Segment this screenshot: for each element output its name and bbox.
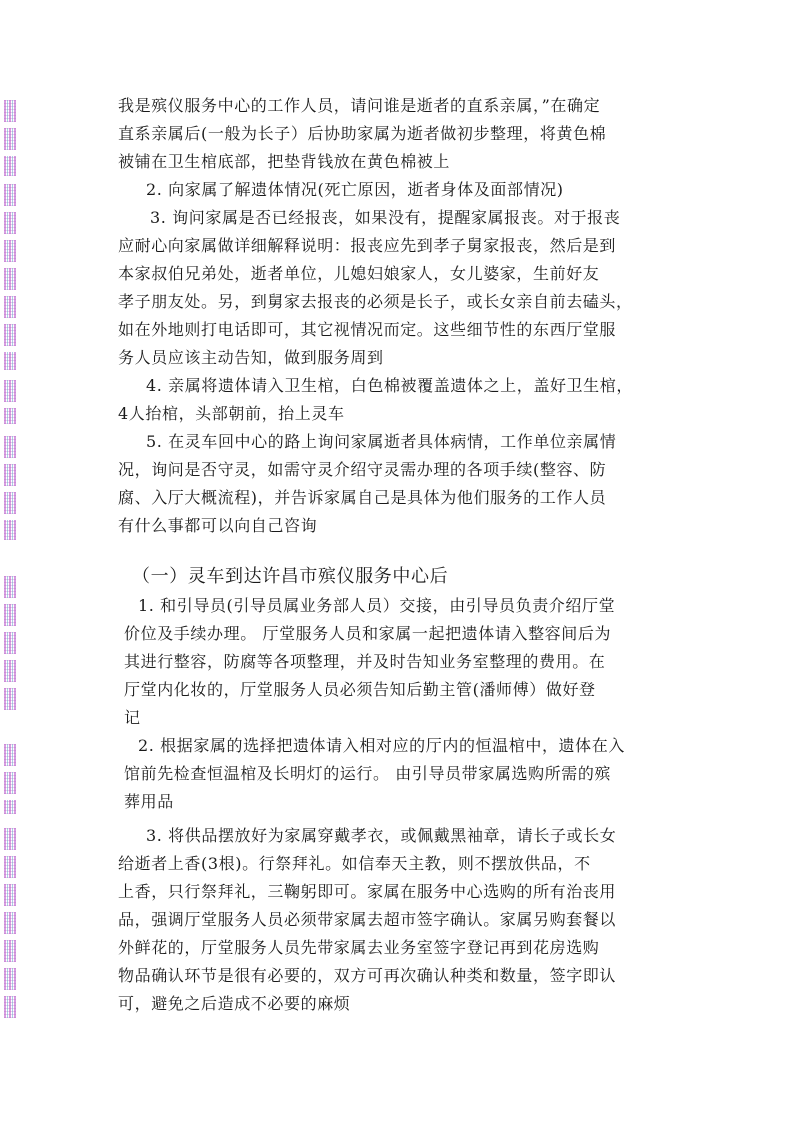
text-line: 价位及手续办理。 厅堂服务人员和家属一起把遗体请入整容间后为: [124, 624, 612, 643]
scan-artifact: [4, 492, 16, 514]
scan-artifact: [4, 352, 16, 370]
text-line: 本家叔伯兄弟处，逝者单位，儿媳妇娘家人，女儿婆家，生前好友: [118, 264, 600, 283]
text-line: 品，强调厅堂服务人员必须带家属去超市签字确认。家属另购套餐以: [118, 910, 617, 929]
scan-artifact: [4, 968, 16, 990]
text-line: 我是殡仪服务中心的工作人员，请问谁是逝者的直系亲属，”在确定: [118, 96, 601, 115]
scan-artifact: [4, 212, 16, 234]
section-item-1-paragraph: [118, 592, 678, 732]
text-line: 孝子朋友处。另，到舅家去报丧的必须是长子，或长女亲自前去磕头，: [118, 292, 633, 311]
item-2-paragraph: [118, 176, 678, 204]
text-line: 给逝者上香(3根)。行祭拜礼。如信奉天主教，则不摆放供品，不: [118, 854, 591, 873]
text-line: 外鲜花的，厅堂服务人员先带家属去业务室签字登记再到花房选购: [118, 938, 600, 957]
text-line: 4人抬棺，头部朝前，抬上灵车: [118, 404, 345, 423]
scan-artifact: [4, 604, 16, 626]
scan-artifact: [4, 464, 16, 486]
scan-artifact: [4, 688, 16, 710]
text-line: 况，询问是否守灵，如需守灵介绍守灵需办理的各项手续(整容、防: [118, 460, 607, 479]
item-3-paragraph: [118, 204, 678, 372]
text-line: 馆前先检查恒温棺及长明灯的运行。 由引导员带家属选购所需的殡: [124, 764, 612, 783]
item-4-paragraph: [118, 372, 678, 428]
scan-artifact: [4, 856, 16, 878]
text-line: 2. 根据家属的选择把遗体请入相对应的厅内的恒温棺中，遗体在入: [138, 736, 625, 755]
scan-artifact: [4, 408, 16, 424]
scan-artifact: [4, 324, 16, 346]
text-line: 被铺在卫生棺底部，把垫背钱放在黄色棉被上: [118, 152, 451, 171]
text-line: 3. 询问家属是否已经报丧，如果没有，提醒家属报丧。对于报丧: [150, 208, 621, 227]
text-line: 记: [124, 708, 141, 727]
text-line: 葬用品: [124, 792, 174, 811]
text-line: 5. 在灵车回中心的路上询问家属逝者具体病情，工作单位亲属情: [146, 432, 617, 451]
item-5-paragraph: [118, 428, 678, 540]
text-line: 1. 和引导员(引导员属业务部人员）交接，由引导员负责介绍厅堂: [138, 596, 616, 615]
section-body: [118, 592, 678, 1018]
section-item-3-paragraph: [118, 822, 678, 1018]
scan-artifact: [4, 940, 16, 962]
text-line: 2. 向家属了解遗体情况(死亡原因，逝者身体及面部情况): [146, 180, 564, 199]
section-item-2-paragraph: [118, 732, 678, 816]
spacer: [118, 540, 678, 550]
text-line: 应耐心向家属做详细解释说明：报丧应先到孝子舅家报丧，然后是到: [118, 236, 617, 255]
scan-artifact: [4, 828, 16, 850]
section-heading: （一）灵车到达许昌市殡仪服务中心后: [132, 566, 449, 587]
scan-artifact: [4, 268, 16, 290]
intro-paragraph: [118, 92, 678, 176]
text-line: 4. 亲属将遗体请入卫生棺，白色棉被覆盖遗体之上，盖好卫生棺，: [146, 376, 633, 395]
scan-artifact: [4, 128, 16, 150]
document-body: [118, 92, 678, 1018]
scan-artifact: [4, 520, 16, 540]
scan-artifact: [4, 156, 16, 176]
text-line: 上香，只行祭拜礼，三鞠躬即可。家属在服务中心选购的所有治丧用: [118, 882, 617, 901]
scan-artifact: [4, 744, 16, 766]
scan-artifact: [4, 240, 16, 262]
text-line: 务人员应该主动告知，做到服务周到: [118, 348, 384, 367]
text-line: 可，避免之后造成不必要的麻烦: [118, 994, 351, 1013]
text-line: 其进行整容，防腐等各项整理，并及时告知业务室整理的费用。在: [124, 652, 606, 671]
text-line: 物品确认环节是很有必要的，双方可再次确认种类和数量，签字即认: [118, 966, 617, 985]
scan-artifact: [4, 800, 16, 814]
text-line: 3. 将供品摆放好为家属穿戴孝衣，或佩戴黑袖章，请长子或长女: [146, 826, 617, 845]
scan-artifact: [4, 912, 16, 934]
scan-artifact: [4, 884, 16, 906]
scan-artifact: [4, 996, 16, 1018]
scan-artifact: [4, 772, 16, 794]
scan-artifact: [4, 380, 16, 402]
scan-artifact: [4, 436, 16, 458]
scan-artifact: [4, 100, 16, 122]
text-line: 腐、入厅大概流程)，并告诉家属自己是具体为他们服务的工作人员: [118, 488, 607, 507]
scan-artifact: [4, 576, 16, 598]
scan-artifact: [4, 632, 16, 654]
margin-scan-artifacts: [0, 0, 20, 1123]
text-line: 如在外地则打电话即可，其它视情况而定。这些细节性的东西厅堂服: [118, 320, 617, 339]
text-line: 有什么事都可以向自己咨询: [118, 516, 318, 535]
scan-artifact: [4, 296, 16, 318]
text-line: 厅堂内化妆的，厅堂服务人员必须告知后勤主管(潘师傅）做好登: [124, 680, 596, 699]
scan-artifact: [4, 660, 16, 682]
scan-artifact: [4, 184, 16, 206]
text-line: 直系亲属后(一般为长子）后协助家属为逝者做初步整理，将黄色棉: [118, 124, 607, 143]
